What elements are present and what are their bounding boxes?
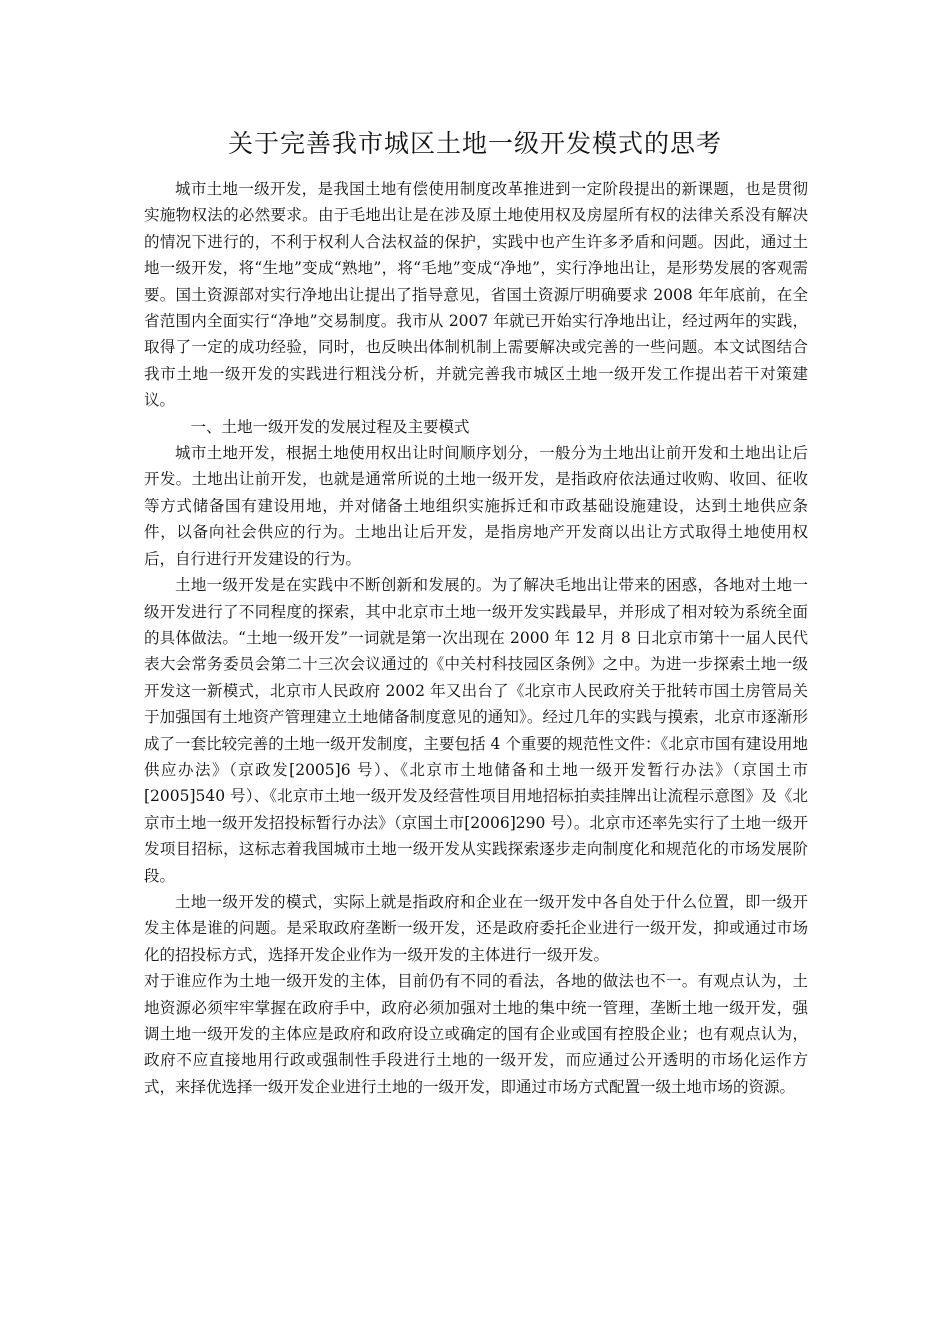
section-heading-1: 一、土地一级开发的发展过程及主要模式 (190, 417, 470, 436)
paragraph-land-development-definition: 城市土地开发，根据土地使用权出让时间顺序划分，一般分为土地出让前开发和土地出让后开发。土地出让前开发，也就是通常所说的土地一级开发，是指政府依法通过收购、收回、征收等方式储备国有建设用地，并对储备土地组织实施拆迁和市政基础设施建设，达到土地供应条件，以备向社会供应的行为。土地出让后开发，是指房地产开发商以出让方式取得土地使用权后，自行进行开发建设的行为。 (144, 444, 808, 568)
document-body (144, 176, 808, 1100)
paragraph-development-subject: 对于谁应作为土地一级开发的主体，目前仍有不同的看法，各地的做法也不一。有观点认为，土地资源必须牢牢掌握在政府手中，政府必须加强对土地的集中统一管理，垄断土地一级开发，强调土地一级开发的主体应是政府和政府设立或确定的国有企业或国有控股企业；也有观点认为，政府不应直接地用行政或强制性手段进行土地的一级开发，而应通过公开透明的市场化运作方式，来择优选择一级开发企业进行土地的一级开发，即通过市场方式配置一级土地市场的资源。 (144, 972, 808, 1096)
paragraph-beijing-practice: 土地一级开发是在实践中不断创新和发展的。为了解决毛地出让带来的困惑，各地对土地一级开发进行了不同程度的探索，其中北京市土地一级开发实践最早，并形成了相对较为系统全面的具体做法。“土地一级开发”一词就是第一次出现在 2000 年 12 月 8 日北京市第十一届人民代表大会常务委员会第二十三次会议通过的《中关村科技园区条例》之中。为进一步探索土地一级开发这一新模式，北京市人民政府 2002 年又出台了《北京市人民政府关于批转市国土房管局关于加强国有土地资产管理建立土地储备制度意见的通知》。经过几年的实践与摸索，北京市逐渐形成了一套比较完善的土地一级开发制度，主要包括 4 个重要的规范性文件：《北京市国有建设用地供应办法》（京政发[2005]6 号）、《北京市土地储备和土地一级开发暂行办法》（京国土市[2005]540 号）、《北京市土地一级开发及经营性项目用地招标拍卖挂牌出让流程示意图》及《北京市土地一级开发招投标暂行办法》（京国土市[2006]290 号）。北京市还率先实行了土地一级开发项目招标，这标志着我国城市土地一级开发从实践探索逐步走向制度化和规范化的市场发展阶段。 (144, 576, 808, 885)
paragraph-intro: 城市土地一级开发，是我国土地有偿使用制度改革推进到一定阶段提出的新课题，也是贯彻实施物权法的必然要求。由于毛地出让是在涉及原土地使用权及房屋所有权的法律关系没有解决的情况下进行的，不利于权利人合法权益的保护，实践中也产生许多矛盾和问题。因此，通过土地一级开发，将“生地”变成“熟地”，将“毛地”变成“净地”，实行净地出让，是形势发展的客观需要。国土资源部对实行净地出让提出了指导意见，省国土资源厅明确要求 2008 年年底前，在全省范围内全面实行“净地”交易制度。我市从 2007 年就已开始实行净地出让，经过两年的实践，取得了一定的成功经验，同时，也反映出体制机制上需要解决或完善的一些问题。本文试图结合我市土地一级开发的实践进行粗浅分析，并就完善我市城区土地一级开发工作提出若干对策建议。 (144, 180, 808, 410)
paragraph-development-model: 土地一级开发的模式，实际上就是指政府和企业在一级开发中各自处于什么位置，即一级开发主体是谁的问题。是采取政府垄断一级开发，还是政府委托企业进行一级开发，抑或通过市场化的招投标方式，选择开发企业作为一级开发的主体进行一级开发。 (144, 892, 808, 964)
document-title: 关于完善我市城区土地一级开发模式的思考 (227, 129, 722, 158)
